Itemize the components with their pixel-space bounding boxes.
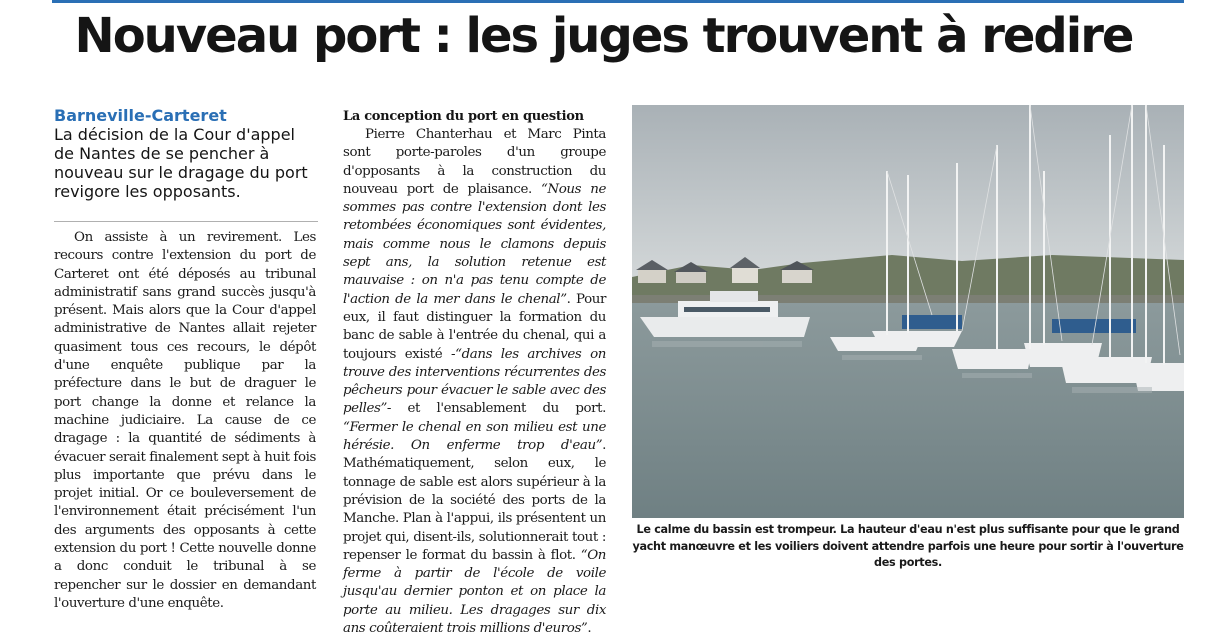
photo-caption: Le calme du bassin est trompeur. La hauteur d'eau n'est plus suffisante pour que le grand yacht manœuvre et les voiliers doivent attendre parfois une heure pour sortir à l'ouverture des portes.: [632, 523, 1184, 569]
article-column-2: [343, 126, 606, 638]
subhead: La conception du port en question: [343, 109, 584, 124]
quote: “On ferme à partir de l'école de voile jusqu'au dernier ponton et on place la porte au milieu. Les dragages sur dix ans coûteraient trois millions d'euros”: [343, 547, 606, 637]
paragraph-text: Pierre Chanterhau et Marc Pinta sont porte-paroles d'un groupe d'opposants à la construction du nouveau port de plaisance.: [343, 127, 606, 197]
quote: “dans les archives on trouve des interventions récurrentes des pêcheurs pour évacuer le sable avec des pelles”: [343, 346, 606, 417]
quote: “Nous ne sommes pas contre l'extension dont les retombées économiques sont évidentes, mais comme nous le clamons depuis sept ans, la solution retenue est mauvaise : on n'a pas tenu compte de l'action de la mer dans le chenal”: [343, 181, 606, 307]
headline: Nouveau port : les juges trouvent à redire: [74, 8, 1133, 64]
paragraph-text: - et l'ensablement du port.: [386, 401, 606, 417]
top-rule: [52, 0, 1184, 3]
divider: [54, 221, 318, 222]
paragraph-text: .: [587, 621, 592, 637]
standfirst: La décision de la Cour d'appel de Nantes de se pencher à nouveau sur le dragage du port revigore les opposants.: [54, 125, 308, 201]
article-column-1: On assiste à un revirement. Les recours contre l'extension du port de Carteret ont été déposés au tribunal administratif sans grand succès jusqu'à présent. Mais alors que la Cour d'appel administrative de Nantes allait rejeter quasiment tous ces recours, le dépôt d'une enquête publique par la préfecture dans le but de draguer le port change la donne et relance la machine judiciaire. La cause de ce dragage : la quantité de sédiments à évacuer serait finalement sept à huit fois plus importante que prévu dans le projet initial. Or ce bouleversement de l'environnement était précisément l'un des arguments des opposants à cette extension du port ! Cette nouvelle donne a donc conduit le tribunal à se repencher sur le dossier en demandant l'ouverture d'une enquête.: [54, 230, 317, 611]
harbor-photo: [632, 105, 1184, 518]
paragraph-text: . Pour eux, il faut distinguer la formation du banc de sable à l'entrée du chenal, qui a toujours existé -: [343, 291, 606, 362]
paragraph-text: . Mathématiquement, selon eux, le tonnage de sable est alors supérieur à la prévision de la société des ports de la Manche. Plan à l'appui, ils présentent un projet qui, disent-ils, solutionnerait tout : repenser le format du bassin à flot.: [343, 438, 606, 563]
kicker-location: Barneville-Carteret: [54, 106, 227, 125]
quote: “Fermer le chenal en son milieu est une hérésie. On enferme trop d'eau”: [343, 419, 606, 454]
